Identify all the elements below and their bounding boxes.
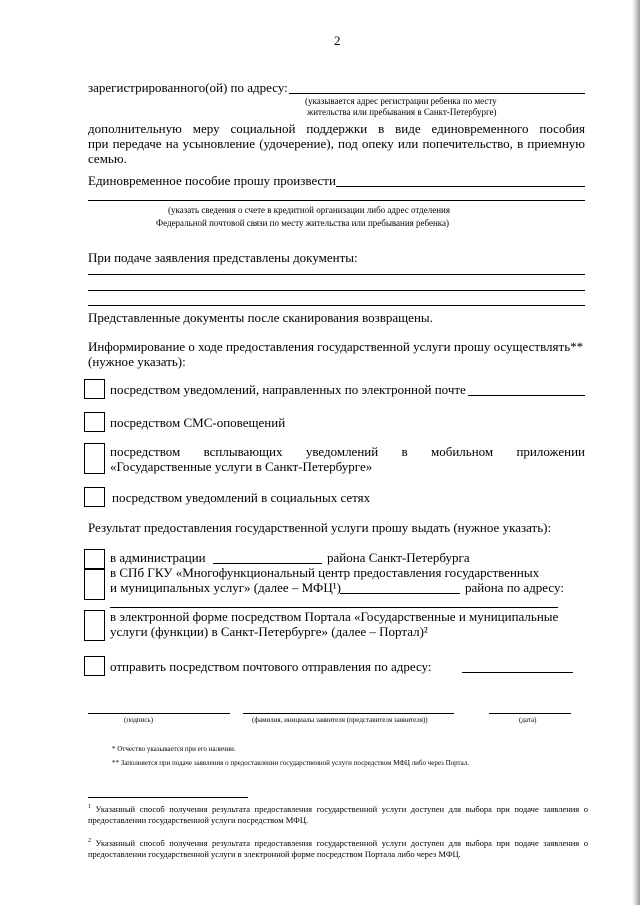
checkbox-sms[interactable] (84, 412, 105, 432)
res-admin-b: района Санкт-Петербурга (327, 550, 470, 565)
payment-field-line-2[interactable] (88, 200, 585, 201)
footnote-1 (88, 802, 588, 826)
sig-sign-label: (подпись) (124, 716, 154, 724)
footnote-1-text: Указанный способ получения результата предоставления государственной услуги доступен для выбора при подаче заявления о предоставлении государственной услуги посредством МФЦ. (88, 803, 589, 825)
documents-label: При подаче заявления представлены документы: (88, 250, 358, 265)
payment-hint-1: (указать сведения о счете в кредитной организации либо адрес отделения (168, 205, 450, 215)
checkbox-mfc[interactable] (84, 569, 105, 600)
measure-text-line-2: при передаче на усыновление (удочерение), под опеку или попечительство, в приемную (88, 136, 585, 151)
inform-label-2: (нужное указать): (88, 354, 186, 369)
applicant-name-field[interactable] (243, 713, 454, 714)
checkbox-popup[interactable] (84, 443, 105, 474)
mfc-district-field[interactable] (340, 593, 460, 594)
payment-field[interactable] (336, 186, 585, 187)
checkbox-portal[interactable] (84, 610, 105, 641)
measure-text-line-1: дополнительную меру социальной поддержки в виде единовременного пособия (88, 121, 585, 136)
sig-date-label: (дата) (519, 716, 537, 724)
note-1: * Отчество указывается при его наличии. (112, 745, 236, 753)
page-number: 2 (334, 33, 341, 48)
registered-hint-1: (указывается адрес регистрации ребенка по месту (305, 96, 497, 106)
registered-label: зарегистрированного(ой) по адресу: (88, 80, 288, 95)
mfc-address-field[interactable] (110, 607, 558, 608)
checkbox-post[interactable] (84, 656, 105, 676)
footnote-1-number: 1 (88, 804, 91, 810)
checkbox-email[interactable] (84, 379, 105, 399)
opt-sms-label: посредством СМС-оповещений (110, 415, 286, 430)
documents-field-3[interactable] (88, 305, 585, 306)
date-field[interactable] (489, 713, 571, 714)
checkbox-admin[interactable] (84, 549, 105, 569)
measure-text-line-3: семью. (88, 151, 127, 166)
res-portal-2: услуги (функции) в Санкт-Петербурге» (далее – Портал)² (110, 624, 428, 639)
documents-field-2[interactable] (88, 290, 585, 291)
signature-field[interactable] (88, 713, 230, 714)
payment-hint-2: Федеральной почтовой связи по месту жительства или пребывания ребенка) (156, 218, 450, 228)
sig-name-label: (фамилия, инициалы заявителя (представителя заявителя)) (252, 716, 428, 724)
payment-label: Единовременное пособие прошу произвести (88, 173, 336, 188)
res-mfc-3: района по адресу: (465, 580, 564, 595)
registered-hint-2: жительства или пребывания в Санкт-Петербурге) (307, 107, 497, 117)
registered-address-field[interactable] (289, 93, 585, 94)
documents-returned: Представленные документы после сканирования возвращены. (88, 310, 433, 325)
inform-label-1: Информирование о ходе предоставления государственной услуги прошу осуществлять** (88, 339, 584, 354)
footnote-divider (88, 797, 248, 798)
documents-field-1[interactable] (88, 274, 585, 275)
res-mfc-1: в СПб ГКУ «Многофункциональный центр предоставления государственных (110, 565, 540, 580)
res-post-label: отправить посредством почтового отправления по адресу: (110, 659, 432, 674)
checkbox-social[interactable] (84, 487, 105, 507)
res-portal-1: в электронной форме посредством Портала «Государственные и муниципальные (110, 609, 559, 624)
opt-popup-label-1: посредством всплывающих уведомлений в мобильном приложении (110, 444, 585, 459)
result-label: Результат предоставления государственной услуги прошу выдать (нужное указать): (88, 520, 552, 535)
footnote-2-number: 2 (88, 838, 91, 844)
post-address-field[interactable] (462, 672, 573, 673)
footnote-2-text: Указанный способ получения результата предоставления государственной услуги доступен для выбора при подаче заявления о предоставлении государственной услуги в электронной форме посредством Портала либо через МФЦ. (88, 837, 589, 859)
res-mfc-2: и муниципальных услуг» (далее – МФЦ¹) (110, 580, 341, 595)
opt-popup-label-2: «Государственные услуги в Санкт-Петербурге» (110, 459, 373, 474)
email-field[interactable] (468, 395, 585, 396)
opt-email-label: посредством уведомлений, направленных по электронной почте (110, 382, 466, 397)
res-admin-a: в администрации (110, 550, 206, 565)
opt-social-label: посредством уведомлений в социальных сетях (112, 490, 371, 505)
note-2: ** Заполняется при подаче заявления о предоставлении государственной услуги посредством МФЦ либо через Портал. (112, 759, 470, 767)
district-field[interactable] (213, 563, 322, 564)
footnote-2 (88, 836, 588, 860)
scan-edge-shadow (632, 0, 640, 905)
